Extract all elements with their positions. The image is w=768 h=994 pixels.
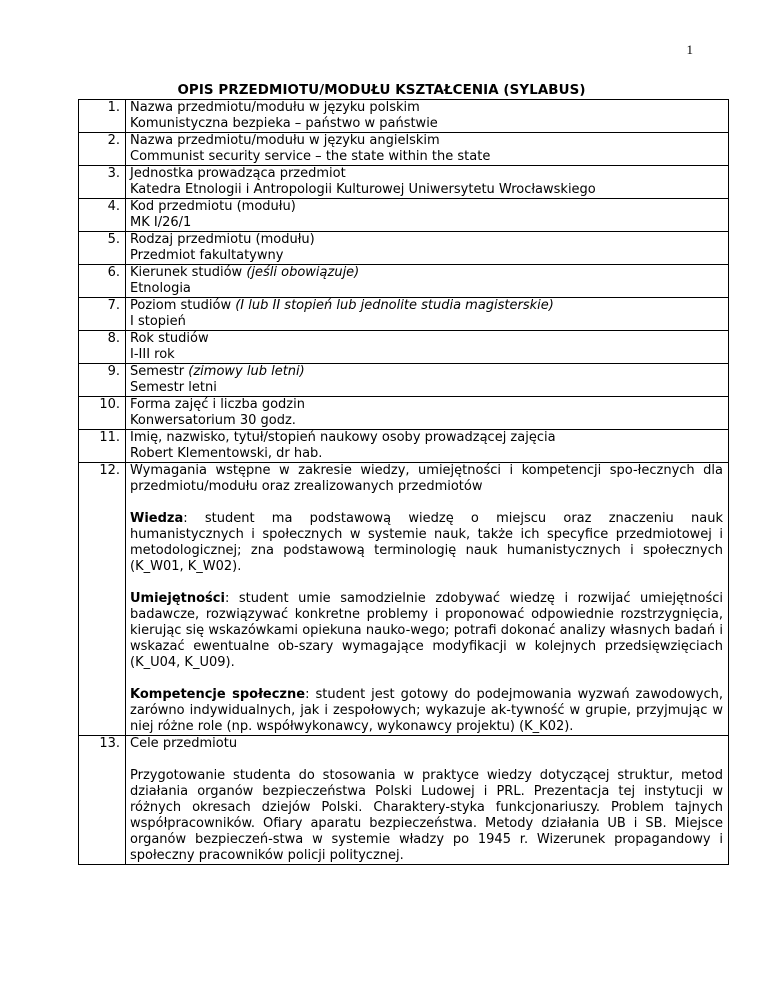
- row-label: [130, 331, 723, 347]
- table-row-11: [79, 430, 729, 463]
- row-number: 5.: [79, 232, 126, 265]
- requirements-social: [130, 687, 723, 735]
- row-label: [130, 100, 723, 116]
- row-label: [130, 298, 723, 314]
- social-heading: Kompetencje społeczne: [130, 687, 306, 702]
- row-value: Przedmiot fakultatywny: [130, 248, 284, 263]
- row-value: Semestr letni: [130, 380, 217, 395]
- knowledge-text: : student ma podstawową wiedzę o miejscu oraz znaczeniu nauk humanistycznych i społecznych w systemie nauk, także ich specyfice przedmiotowej i metodologicznej; zna podstawową terminologię nauk humanistycznych i społecznych (K_W01, K_W02).: [130, 511, 723, 574]
- row-label-text: Rodzaj przedmiotu (modułu): [130, 232, 315, 247]
- row-content: [126, 463, 729, 736]
- row-label-text: Nazwa przedmiotu/modułu w języku angielskim: [130, 133, 440, 148]
- skills-text: : student umie samodzielnie zdobywać wiedzę i rozwijać umiejętności badawcze, rozwiązywać konkretne problemy i proponować odpowiednie rozstrzygnięcia, kierując się wskazówkami opiekuna nauko-wego; potrafi dokonać analizy własnych badań i wskazać ewentualne ob-szary wymagające modyfikacji w kolejnych przedsięwzięciach (K_U04, K_U09).: [130, 591, 723, 670]
- row-label: [130, 397, 723, 413]
- row-label: Cele przedmiotu: [130, 736, 238, 751]
- row-label: [130, 364, 723, 380]
- table-row-3: [79, 166, 729, 199]
- row-label-hint: (jeśli obowiązuje): [246, 265, 360, 280]
- row-label-text: Kierunek studiów: [130, 265, 243, 280]
- row-number: 10.: [79, 397, 126, 430]
- row-number: 3.: [79, 166, 126, 199]
- row-label-text: Poziom studiów: [130, 298, 232, 313]
- row-label-text: Semestr: [130, 364, 185, 379]
- row-value: Etnologia: [130, 281, 191, 296]
- row-content: [126, 397, 729, 430]
- row-content: [126, 265, 729, 298]
- row-label: [130, 199, 723, 215]
- row-number: 9.: [79, 364, 126, 397]
- row-label-text: Kod przedmiotu (modułu): [130, 199, 296, 214]
- row-content: [126, 430, 729, 463]
- row-content: [126, 736, 729, 865]
- row-label-text: Nazwa przedmiotu/modułu w języku polskim: [130, 100, 420, 115]
- row-value: I stopień: [130, 314, 186, 329]
- row-number: 6.: [79, 265, 126, 298]
- table-row-9: [79, 364, 729, 397]
- table-row-5: [79, 232, 729, 265]
- row-label-hint: (I lub II stopień lub jednolite studia magisterskie): [235, 298, 554, 313]
- row-label-text: Rok studiów: [130, 331, 209, 346]
- row-content: [126, 331, 729, 364]
- row-label: [130, 133, 723, 149]
- table-row-4: [79, 199, 729, 232]
- row-value: Konwersatorium 30 godz.: [130, 413, 296, 428]
- row-number: 13.: [79, 736, 126, 865]
- table-row-8: [79, 331, 729, 364]
- row-number: 1.: [79, 100, 126, 133]
- requirements-skills: [130, 591, 723, 671]
- social-text: : student jest gotowy do podejmowania wyzwań zawodowych, zarówno indywidualnych, jak i zespołowych; wykazuje ak-tywność w grupie, przyjmując w niej różne role (np. współwykonawcy, wykonawcy projektu) (K_K02).: [130, 687, 723, 734]
- row-value: Communist security service – the state within the state: [130, 149, 491, 164]
- table-row-7: [79, 298, 729, 331]
- row-number: 7.: [79, 298, 126, 331]
- table-row-6: [79, 265, 729, 298]
- row-label-hint: (zimowy lub letni): [188, 364, 305, 379]
- row-value: MK I/26/1: [130, 215, 192, 230]
- table-row-12: [79, 463, 729, 736]
- row-value: Katedra Etnologii i Antropologii Kulturowej Uniwersytetu Wrocławskiego: [130, 182, 596, 197]
- requirements-knowledge: [130, 511, 723, 575]
- row-content: [126, 133, 729, 166]
- row-number: 12.: [79, 463, 126, 736]
- row-content: [126, 364, 729, 397]
- row-number: 4.: [79, 199, 126, 232]
- row-label: [130, 232, 723, 248]
- row-label: [130, 430, 723, 446]
- knowledge-heading: Wiedza: [130, 511, 184, 526]
- skills-heading: Umiejętności: [130, 591, 225, 606]
- syllabus-table: [78, 99, 729, 865]
- row-content: [126, 100, 729, 133]
- row-value: Robert Klementowski, dr hab.: [130, 446, 323, 461]
- row-label: [130, 166, 723, 182]
- row-value: Komunistyczna bezpieka – państwo w państwie: [130, 116, 438, 131]
- table-row-2: [79, 133, 729, 166]
- row-number: 11.: [79, 430, 126, 463]
- row-label-text: Forma zajęć i liczba godzin: [130, 397, 305, 412]
- table-row-13: [79, 736, 729, 865]
- row-label-text: Jednostka prowadząca przedmiot: [130, 166, 346, 181]
- table-row-10: [79, 397, 729, 430]
- row-number: 8.: [79, 331, 126, 364]
- table-row-1: [79, 100, 729, 133]
- document-title: OPIS PRZEDMIOTU/MODUŁU KSZTAŁCENIA (SYLABUS): [177, 83, 586, 98]
- row-number: 2.: [79, 133, 126, 166]
- row-content: [126, 199, 729, 232]
- row-content: [126, 232, 729, 265]
- row-label-text: Imię, nazwisko, tytuł/stopień naukowy osoby prowadzącej zajęcia: [130, 430, 556, 445]
- page-number: 1: [686, 42, 693, 57]
- course-objectives-text: Przygotowanie studenta do stosowania w praktyce wiedzy dotyczącej struktur, metod działania organów bezpieczeństwa Polski Ludowej i PRL. Prezentacja tej instytucji w różnych okresach dziejów Polski. Charaktery-styka funkcjonariuszy. Problem tajnych współpracowników. Ofiary aparatu bezpieczeństwa. Metody działania UB i SB. Miejsce organów bezpieczeń-stwa w systemie władzy po 1945 r. Wizerunek propagandowy i społeczny pracowników policji politycznej.: [130, 768, 723, 863]
- row-value: I-III rok: [130, 347, 175, 362]
- row-content: [126, 298, 729, 331]
- row-label: Wymagania wstępne w zakresie wiedzy, umiejętności i kompetencji spo-łecznych dla przedmiotu/modułu oraz zrealizowanych przedmiotów: [130, 463, 723, 494]
- row-label: [130, 265, 723, 281]
- row-content: [126, 166, 729, 199]
